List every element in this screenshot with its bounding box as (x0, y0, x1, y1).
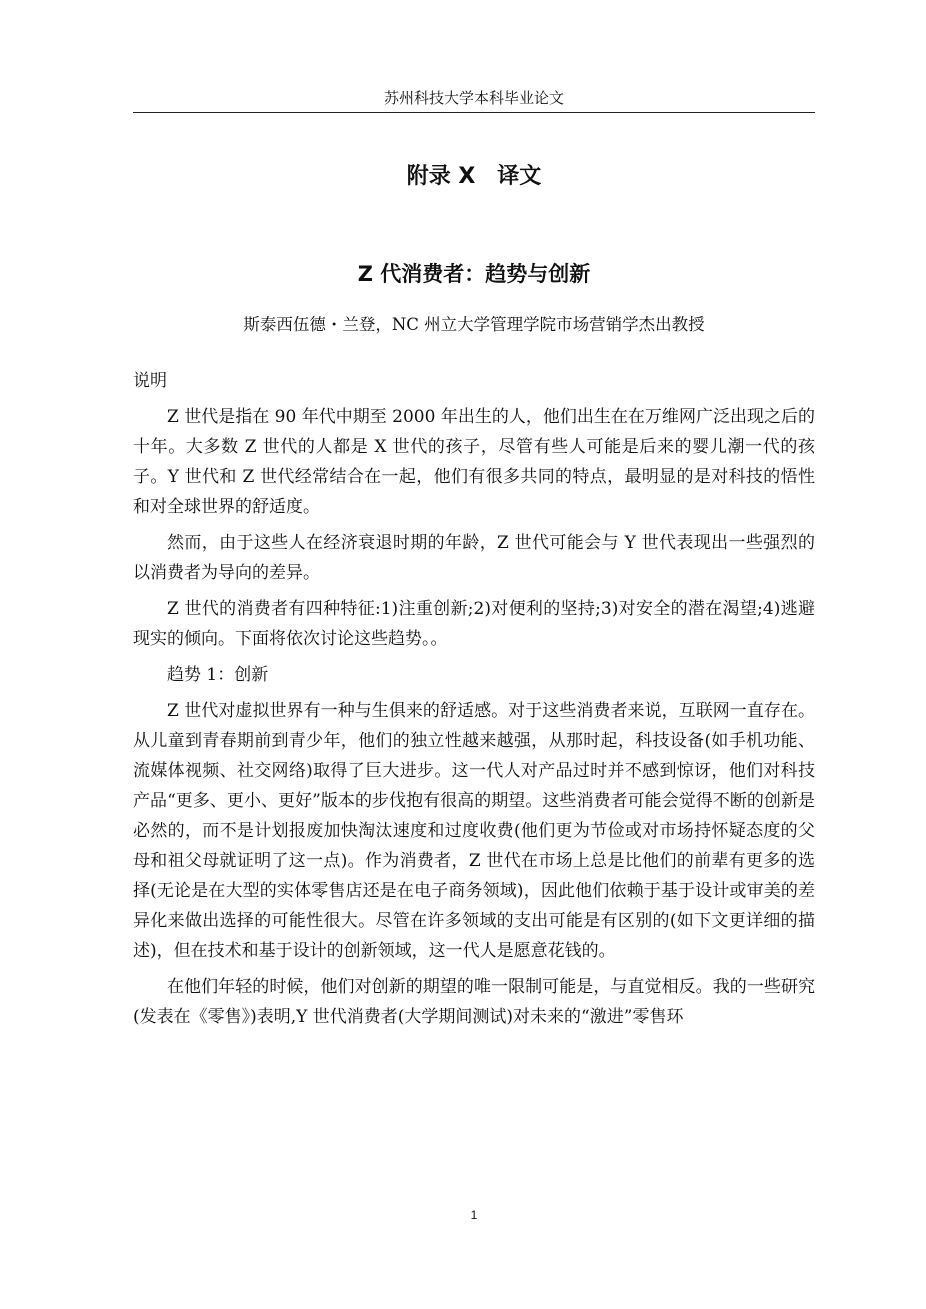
paragraph: Z 世代对虚拟世界有一种与生俱来的舒适感。对于这些消费者来说，互联网一直存在。从儿童到青春期前到青少年，他们的独立性越来越强，从那时起，科技设备(如手机功能、流媒体视频、社交网络)取得了巨大进步。这一代人对产品过时并不感到惊讶，他们对科技产品“更多、更小、更好”版本的步伐抱有很高的期望。这些消费者可能会觉得不断的创新是必然的，而不是计划报废加快淘汰速度和过度收费(他们更为节俭或对市场持怀疑态度的父母和祖父母就证明了这一点)。作为消费者，Z 世代在市场上总是比他们的前辈有更多的选择(无论是在大型的实体零售店还是在电子商务领域)，因此他们依赖于基于设计或审美的差异化来做出选择的可能性很大。尽管在许多领域的支出可能是有区别的(如下文更详细的描述)，但在技术和基于设计的创新领域，这一代人是愿意花钱的。 (133, 701, 815, 961)
paragraph: 在他们年轻的时候，他们对创新的期望的唯一限制可能是，与直觉相反。我的一些研究(发表在《零售》)表明,Y 世代消费者(大学期间测试)对未来的“激进”零售环 (133, 977, 815, 1027)
article-title: Z 代消费者：趋势与创新 (357, 262, 591, 286)
body-text (133, 366, 815, 1038)
paragraph: Z 世代的消费者有四种特征:1)注重创新;2)对便利的坚持;3)对安全的潜在渴望;4)逃避现实的倾向。下面将依次讨论这些趋势。。 (133, 599, 815, 649)
running-header: 苏州科技大学本科毕业论文 (383, 89, 564, 107)
section-label: 说明 (133, 371, 167, 391)
subsection-heading: 趋势 1：创新 (167, 665, 269, 685)
paragraph: Z 世代是指在 90 年代中期至 2000 年出生的人，他们出生在在万维网广泛出现之后的十年。大多数 Z 世代的人都是 X 世代的孩子，尽管有些人可能是后来的婴儿潮一代的孩子。Y 世代和 Z 世代经常结合在一起，他们有很多共同的特点，最明显的是对科技的悟性和对全球世界的舒适度。 (133, 407, 815, 517)
page-number: 1 (470, 1208, 478, 1222)
author-line: 斯泰西伍德・兰登，NC 州立大学管理学院市场营销学杰出教授 (243, 315, 705, 334)
paragraph: 然而，由于这些人在经济衰退时期的年龄，Z 世代可能会与 Y 世代表现出一些强烈的以消费者为导向的差异。 (133, 533, 815, 583)
appendix-title: 附录 X 译文 (406, 164, 542, 189)
header-rule (133, 112, 815, 113)
